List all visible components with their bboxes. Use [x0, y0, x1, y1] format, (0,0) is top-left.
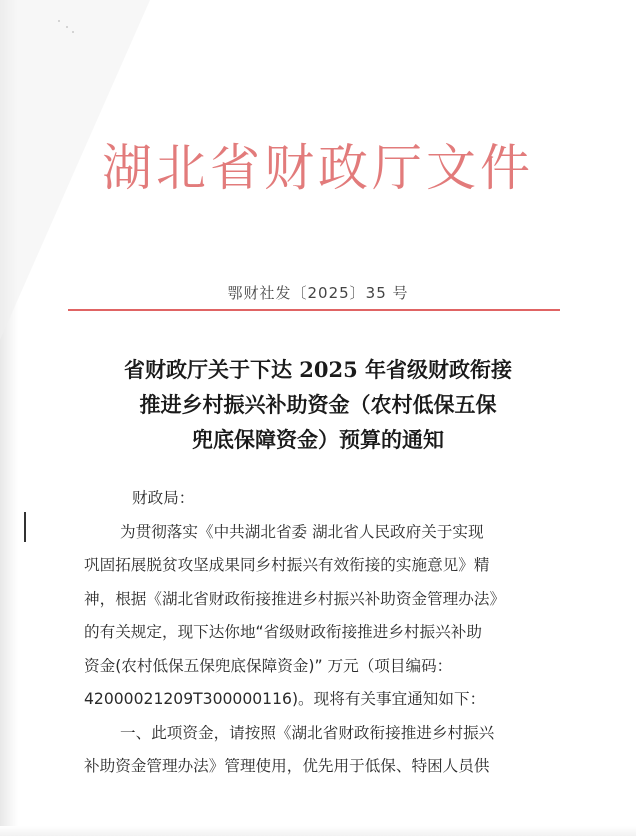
body-line: 的有关规定，现下达你地“省级财政衔接推进乡村振兴补助: [84, 623, 482, 641]
document-number: 鄂财社发〔2025〕35 号: [227, 284, 409, 302]
body-line: 42000021209T300000116)。现将有关事宜通知如下：: [84, 690, 486, 708]
margin-mark: [24, 512, 26, 542]
document-header-title: 湖北省财政厅文件: [102, 139, 534, 197]
scan-speck: [66, 26, 68, 28]
scan-speck: [58, 20, 60, 22]
header-red-rule: [68, 309, 560, 311]
body-line: 补助资金管理办法》管理使用，优先用于低保、特困人员供: [84, 757, 490, 775]
notice-title-line: 兜底保障资金）预算的通知: [192, 427, 444, 452]
body-line: 神，根据《湖北省财政衔接推进乡村振兴补助资金管理办法》: [84, 589, 506, 608]
notice-body: [84, 482, 574, 784]
salutation: 财政局：: [132, 489, 195, 507]
body-line: 一、此项资金，请按照《湖北省财政衔接推进乡村振兴: [120, 723, 495, 742]
notice-title: [0, 352, 636, 457]
notice-title-line: 省财政厅关于下达 2025 年省级财政衔接: [123, 357, 513, 382]
scan-bottom-edge: [0, 826, 636, 836]
body-line: 巩固拓展脱贫攻坚成果同乡村振兴有效衔接的实施意见》精: [84, 556, 490, 574]
notice-title-line: 推进乡村振兴补助资金（农村低保五保: [139, 392, 497, 417]
scan-speck: [72, 31, 74, 33]
body-line: 为贯彻落实《中共湖北省委 湖北省人民政府关于实现: [120, 522, 484, 541]
body-line: 资金(农村低保五保兜底保障资金)” 万元（项目编码：: [84, 656, 453, 675]
